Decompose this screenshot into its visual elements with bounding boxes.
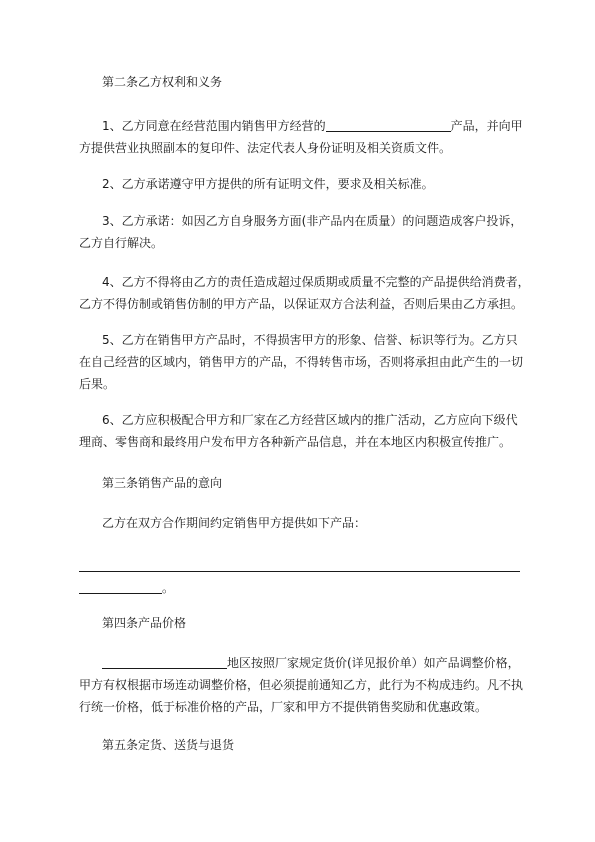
paragraph-line [79,115,524,137]
text-run: 地区按照厂家规定货价(详见报价单）如产品调整价格， [227,656,520,670]
paragraph-line: 后果。 [79,377,116,391]
section-heading-3 [79,472,524,494]
paragraph-7 [79,512,524,534]
paragraph-5 [79,329,524,395]
product-blank-lines [79,555,524,599]
paragraph-line: 方提供营业执照副本的复印件、法定代表人身份证明及相关资质文件。 [79,141,452,155]
paragraph-line: 2、乙方承诺遵守甲方提供的所有证明文件，要求及相关标准。 [102,177,434,191]
paragraph-line: 理商、零售商和最终用户发布甲方各种新产品信息，并在本地区内积极宣传推广。 [79,435,512,449]
paragraph-line [79,577,524,599]
fill-in-blank [102,654,227,669]
paragraph-line: 行统一价格，低于标准价格的产品，厂家和甲方不提供销售奖励和优惠政策。 [79,700,488,714]
paragraph-4 [79,271,530,315]
paragraph-2 [79,173,524,195]
paragraph-line [79,555,524,577]
section-heading-5 [79,734,524,756]
paragraph-3 [79,210,524,254]
paragraph-8 [79,652,524,718]
paragraph-line: 3、乙方承诺：如因乙方自身服务方面(非产品内在质量）的问题造成客户投诉， [102,214,523,228]
section-heading-2 [79,71,524,93]
paragraph-line: 5、乙方在销售甲方产品时，不得损害甲方的形象、信誉、标识等行为。乙方只 [102,333,518,347]
section-heading-4 [79,612,524,634]
text-run: 产品，并向甲 [450,119,523,133]
paragraph-line: 6、乙方应积极配合甲方和厂家在乙方经营区域内的推广活动，乙方应向下级代 [102,413,518,427]
paragraph-1 [79,115,524,159]
text-run: 1、乙方同意在经营范围内销售甲方经营的 [102,119,326,133]
paragraph-line: 乙方不得仿制或销售仿制的甲方产品，以保证双方合法利益，否则后果由乙方承担。 [79,297,524,311]
heading-text: 第三条销售产品的意向 [102,476,223,490]
fill-in-blank [326,117,451,132]
heading-text: 第四条产品价格 [102,616,187,630]
fill-in-blank [79,557,520,572]
fill-in-blank [79,579,162,594]
paragraph-line: 乙方在双方合作期间约定销售甲方提供如下产品： [102,516,367,530]
heading-text: 第二条乙方权利和义务 [102,75,223,89]
paragraph-line [79,652,524,674]
text-run: 。 [162,581,175,595]
heading-text: 第五条定货、送货与退货 [102,738,235,752]
paragraph-line: 乙方自行解决。 [79,236,164,250]
paragraph-6 [79,409,524,453]
paragraph-line: 4、乙方不得将由乙方的责任造成超过保质期或质量不完整的产品提供给消费者， [102,275,530,289]
paragraph-line: 在自己经营的区域内，销售甲方的产品，不得转售市场，否则将承担由此产生的一切 [79,355,524,369]
paragraph-line: 甲方有权根据市场连动调整价格，但必须提前通知乙方，此行为不构成违约。凡不执 [79,678,524,692]
